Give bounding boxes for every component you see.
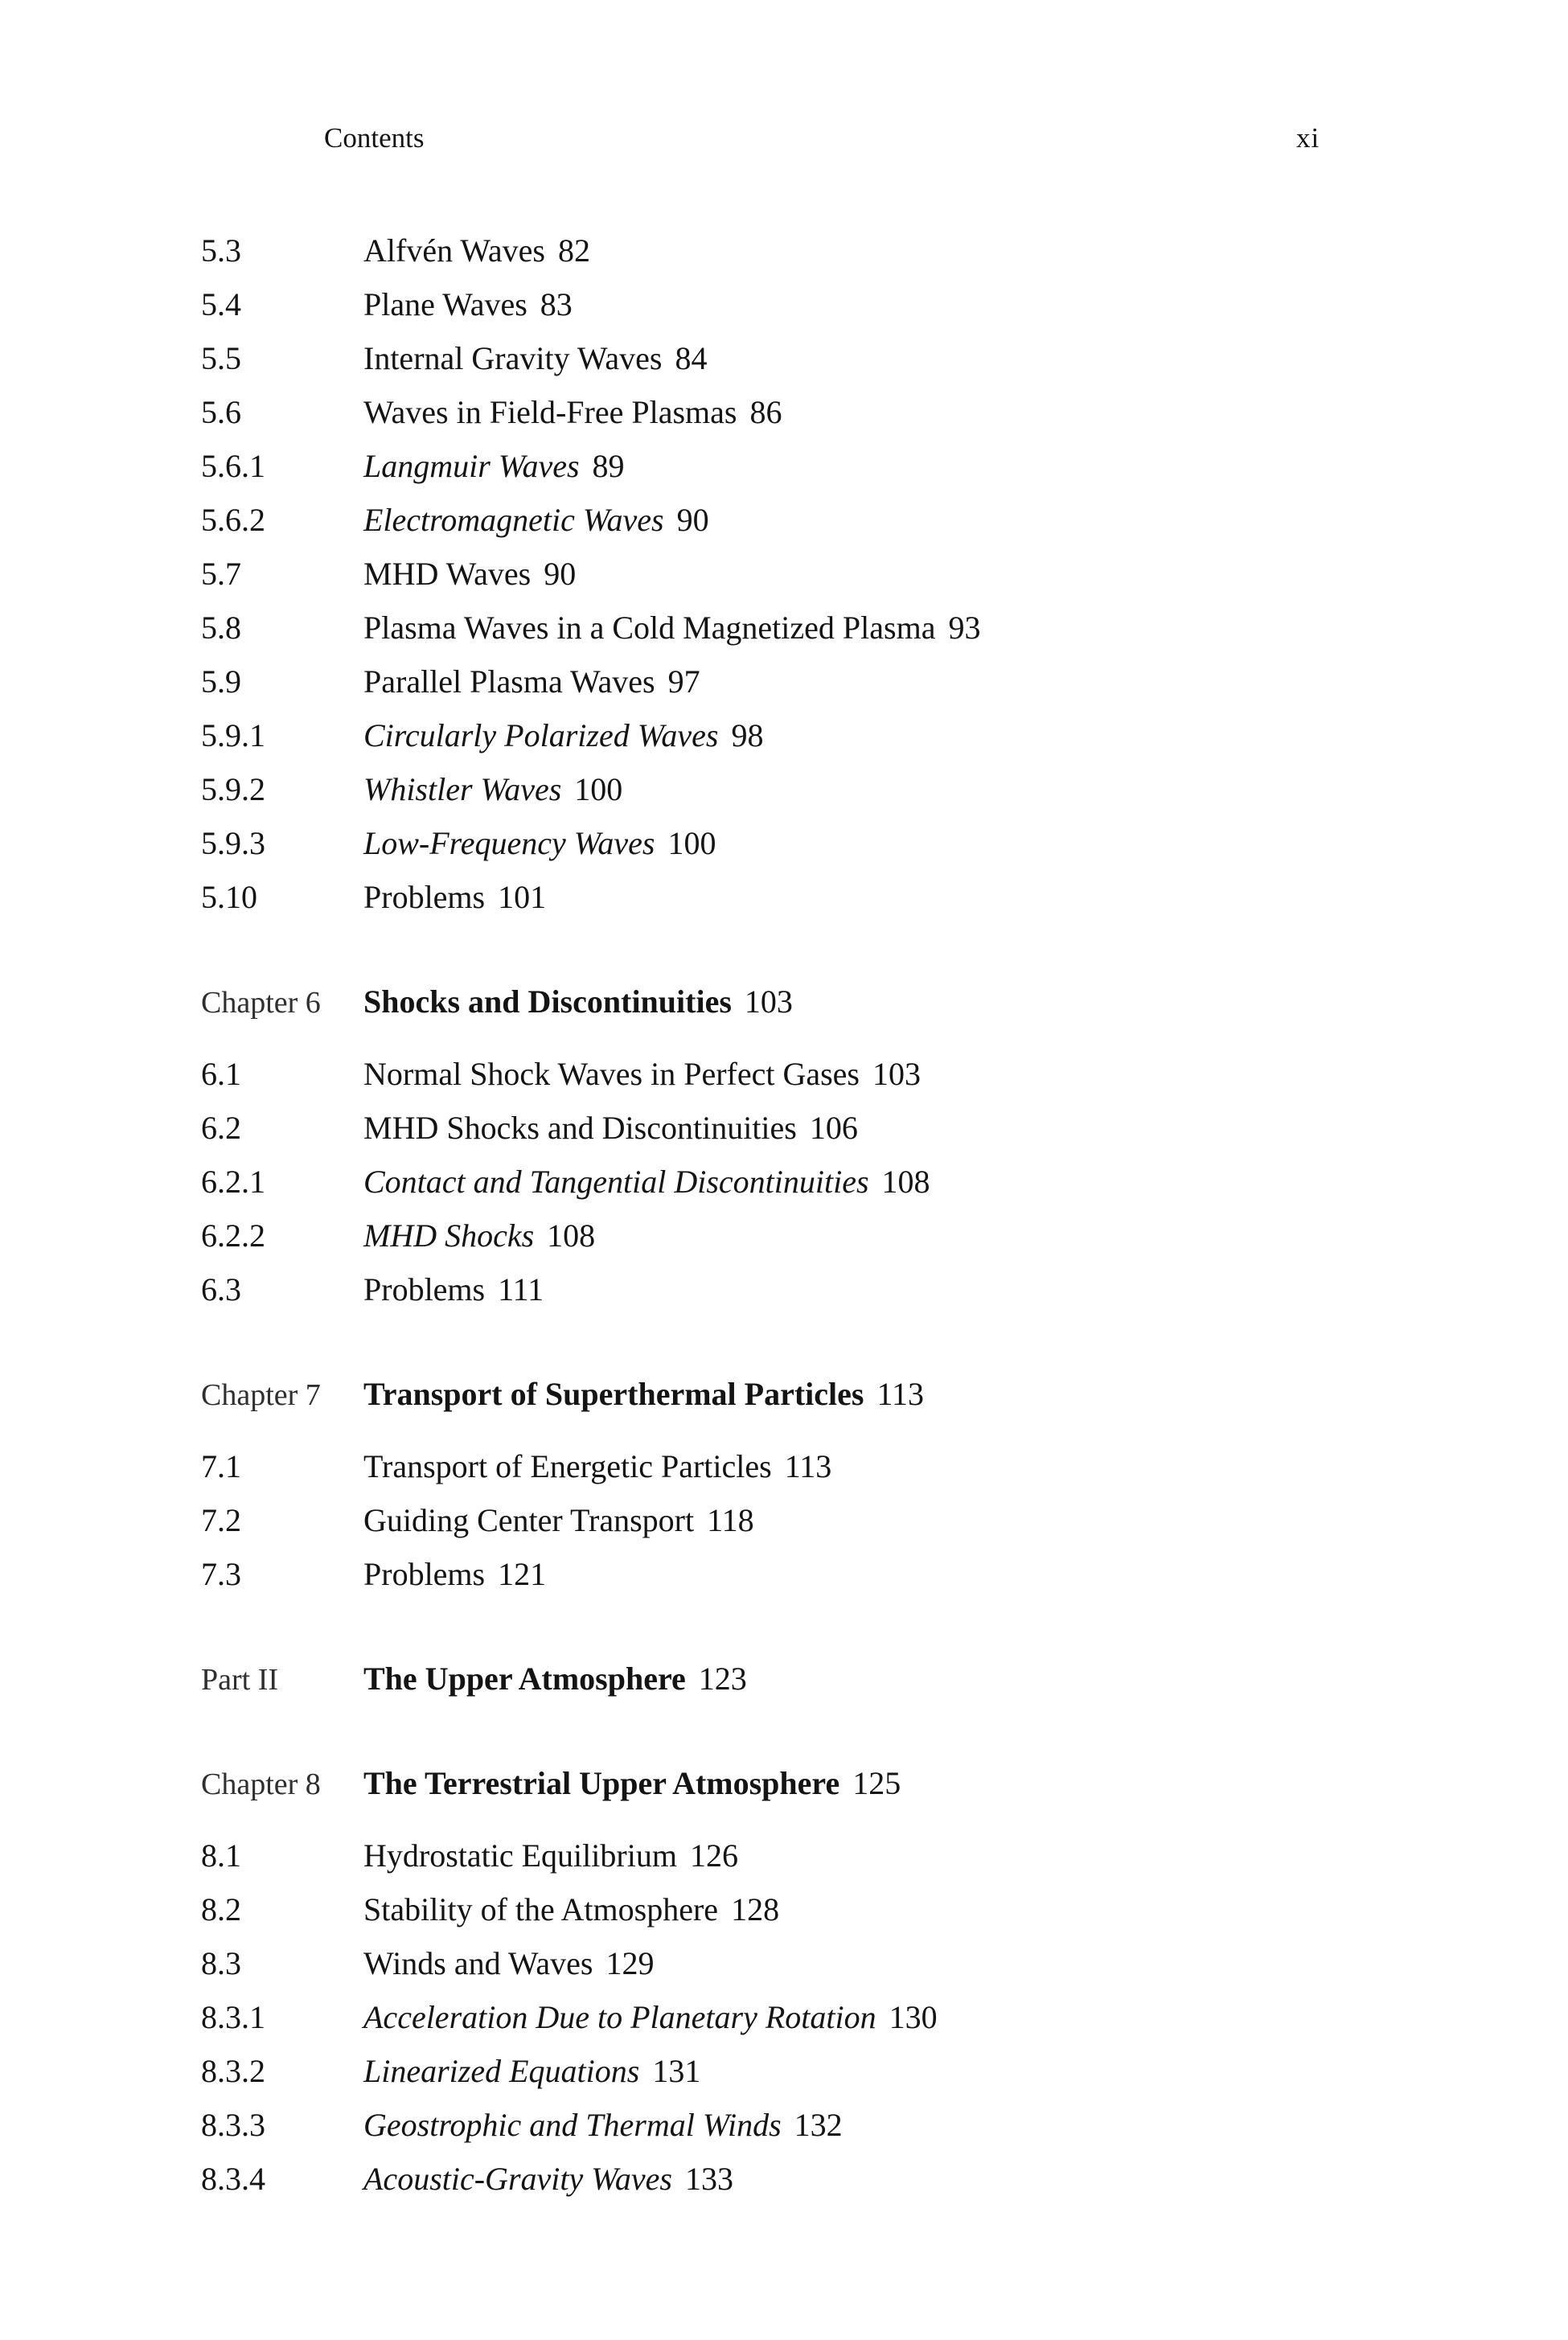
- toc-entry-title: Problems: [363, 879, 486, 915]
- toc-entry-number: 6.2: [201, 1110, 241, 1146]
- toc-entry-page: 86: [749, 394, 782, 430]
- toc-entry-row: [201, 1829, 1488, 1882]
- toc-entry-row: [201, 816, 1488, 870]
- toc-entry-page: 130: [889, 1999, 938, 2035]
- toc-entry-title: Circularly Polarized Waves: [363, 717, 719, 753]
- toc-entry-number: Chapter 6: [201, 986, 321, 1020]
- toc-entry-row: [201, 331, 1488, 385]
- toc-entry-title: Waves in Field-Free Plasmas: [363, 394, 737, 430]
- toc-entry-row: [201, 1547, 1488, 1601]
- toc-entry-row: [201, 2098, 1488, 2152]
- toc-entry-page: 97: [667, 663, 700, 700]
- toc-entry-title: Winds and Waves: [363, 1945, 593, 1981]
- toc-entry-number: Chapter 8: [201, 1767, 321, 1801]
- section-spacer: [201, 924, 1488, 975]
- toc-entry-page: 101: [498, 879, 547, 915]
- toc-entry-title: Contact and Tangential Discontinuities: [363, 1164, 869, 1200]
- toc-entry-row: [201, 1882, 1488, 1936]
- toc-entry-number: 8.3: [201, 1945, 241, 1981]
- toc-entry-title: MHD Waves: [363, 556, 532, 592]
- toc-entry-page: 111: [498, 1271, 544, 1308]
- toc-entry-row: [201, 439, 1488, 493]
- toc-entry-row: [201, 1155, 1488, 1209]
- toc-entry-page: 131: [652, 2053, 701, 2089]
- toc-entry-page: 123: [698, 1661, 747, 1697]
- toc-entry-number: 5.9.3: [201, 825, 265, 861]
- toc-entry-page: 113: [784, 1448, 832, 1484]
- toc-entry-number: 5.10: [201, 879, 257, 915]
- toc-entry-page: 90: [676, 502, 709, 538]
- toc-entry-page: 98: [731, 717, 764, 753]
- toc-entry-page: 93: [948, 610, 981, 646]
- toc-entry-title: Normal Shock Waves in Perfect Gases: [363, 1056, 860, 1092]
- toc-entry-page: 106: [809, 1110, 858, 1146]
- toc-entry-title: Guiding Center Transport: [363, 1502, 695, 1538]
- toc-entry-row: [201, 870, 1488, 924]
- toc-entry-page: 103: [872, 1056, 921, 1092]
- toc-entry-page: 83: [540, 286, 573, 322]
- toc-entry-row: [201, 762, 1488, 816]
- toc-entry-title: Problems: [363, 1556, 486, 1592]
- toc-entry-page: 118: [707, 1502, 754, 1538]
- toc-heading-row: [201, 975, 1488, 1028]
- toc-entry-title: Whistler Waves: [363, 771, 562, 807]
- toc-entry-number: 5.9.1: [201, 717, 265, 753]
- toc-entry-title: Plasma Waves in a Cold Magnetized Plasma: [363, 610, 936, 646]
- toc-entry-row: [201, 655, 1488, 708]
- toc-entry-row: [201, 1439, 1488, 1493]
- toc-entry-title: MHD Shocks and Discontinuities: [363, 1110, 797, 1146]
- toc-heading-row: [201, 1367, 1488, 1421]
- toc-entry-title: Transport of Energetic Particles: [363, 1448, 772, 1484]
- toc-entry-row: [201, 1047, 1488, 1101]
- toc-entry-title: The Terrestrial Upper Atmosphere: [363, 1765, 840, 1801]
- toc-entry-title: Shocks and Discontinuities: [363, 983, 732, 1020]
- toc-entry-page: 100: [574, 771, 623, 807]
- toc-entry-number: 7.3: [201, 1556, 241, 1592]
- toc-entry-number: 5.7: [201, 556, 241, 592]
- toc-entry-title: MHD Shocks: [363, 1217, 535, 1254]
- toc-entry-row: [201, 277, 1488, 331]
- toc-entry-row: [201, 547, 1488, 601]
- toc-entry-row: [201, 493, 1488, 547]
- toc-entry-number: 6.2.2: [201, 1217, 265, 1254]
- toc-entry-page: 126: [689, 1837, 738, 1874]
- toc-entry-title: Plane Waves: [363, 286, 527, 322]
- toc-entry-number: 8.3.1: [201, 1999, 265, 2035]
- toc-entry-number: 6.2.1: [201, 1164, 265, 1200]
- toc-entry-title: Geostrophic and Thermal Winds: [363, 2107, 782, 2143]
- toc-entry-row: [201, 1990, 1488, 2044]
- toc-entry-title: Alfvén Waves: [363, 232, 545, 269]
- toc-entry-title: Acoustic-Gravity Waves: [363, 2161, 672, 2197]
- toc-entry-title: Electromagnetic Waves: [363, 502, 664, 538]
- toc-entry-page: 108: [547, 1217, 596, 1254]
- toc-entry-row: [201, 2152, 1488, 2206]
- toc-entry-number: 5.6.1: [201, 448, 265, 484]
- toc-entry-page: 89: [592, 448, 625, 484]
- section-spacer: [201, 1601, 1488, 1652]
- toc-entry-number: 8.3.3: [201, 2107, 265, 2143]
- toc-entry-number: 8.1: [201, 1837, 241, 1874]
- toc-entry-title: Langmuir Waves: [363, 448, 580, 484]
- toc-entry-title: The Upper Atmosphere: [363, 1661, 686, 1697]
- toc-entry-row: [201, 224, 1488, 277]
- toc-entry-row: [201, 1101, 1488, 1155]
- toc-entry-row: [201, 708, 1488, 762]
- toc-entry-number: 6.1: [201, 1056, 241, 1092]
- running-head-page-number: xi: [1296, 122, 1320, 154]
- heading-spacer: [201, 1028, 1488, 1047]
- toc-entry-number: 5.5: [201, 340, 241, 376]
- toc-entry-row: [201, 1262, 1488, 1316]
- toc-entry-page: 133: [684, 2161, 733, 2197]
- toc-entry-number: 5.6.2: [201, 502, 265, 538]
- toc-entry-number: 6.3: [201, 1271, 241, 1308]
- toc-entry-title: Low-Frequency Waves: [363, 825, 655, 861]
- toc-entry-number: 5.9.2: [201, 771, 265, 807]
- heading-spacer: [201, 1810, 1488, 1829]
- toc-entry-number: 8.2: [201, 1891, 241, 1927]
- toc-entry-title: Internal Gravity Waves: [363, 340, 663, 376]
- running-head-title: Contents: [324, 122, 425, 154]
- toc-entry-title: Linearized Equations: [363, 2053, 640, 2089]
- table-of-contents: [201, 224, 1488, 2206]
- toc-entry-number: 5.4: [201, 286, 241, 322]
- toc-entry-number: 7.2: [201, 1502, 241, 1538]
- toc-entry-page: 121: [498, 1556, 547, 1592]
- toc-entry-number: 5.6: [201, 394, 241, 430]
- toc-entry-number: 8.3.4: [201, 2161, 265, 2197]
- toc-entry-row: [201, 1209, 1488, 1262]
- toc-entry-row: [201, 385, 1488, 439]
- toc-entry-title: Hydrostatic Equilibrium: [363, 1837, 677, 1874]
- toc-entry-row: [201, 2044, 1488, 2098]
- toc-entry-number: 5.9: [201, 663, 241, 700]
- toc-entry-page: 132: [794, 2107, 843, 2143]
- toc-entry-row: [201, 1493, 1488, 1547]
- toc-entry-title: Parallel Plasma Waves: [363, 663, 655, 700]
- toc-entry-number: Part II: [201, 1663, 279, 1697]
- toc-entry-title: Problems: [363, 1271, 486, 1308]
- toc-entry-page: 103: [744, 983, 793, 1020]
- toc-entry-title: Acceleration Due to Planetary Rotation: [363, 1999, 876, 2035]
- heading-spacer: [201, 1421, 1488, 1439]
- toc-entry-page: 90: [544, 556, 577, 592]
- toc-entry-title: Transport of Superthermal Particles: [363, 1376, 864, 1412]
- toc-heading-row: [201, 1756, 1488, 1810]
- toc-entry-page: 125: [852, 1765, 901, 1801]
- toc-entry-page: 84: [675, 340, 708, 376]
- toc-entry-number: 7.1: [201, 1448, 241, 1484]
- toc-entry-page: 108: [881, 1164, 930, 1200]
- toc-entry-number: 5.8: [201, 610, 241, 646]
- toc-entry-number: Chapter 7: [201, 1378, 321, 1412]
- toc-entry-page: 100: [667, 825, 716, 861]
- section-spacer: [201, 1316, 1488, 1367]
- toc-entry-page: 129: [605, 1945, 655, 1981]
- toc-entry-page: 82: [557, 232, 590, 269]
- toc-entry-row: [201, 601, 1488, 655]
- toc-entry-page: 113: [876, 1376, 924, 1412]
- toc-heading-row: [201, 1652, 1488, 1706]
- toc-entry-number: 5.3: [201, 232, 241, 269]
- toc-entry-row: [201, 1936, 1488, 1990]
- toc-entry-page: 128: [731, 1891, 780, 1927]
- toc-entry-number: 8.3.2: [201, 2053, 265, 2089]
- toc-entry-title: Stability of the Atmosphere: [363, 1891, 719, 1927]
- section-spacer: [201, 1706, 1488, 1756]
